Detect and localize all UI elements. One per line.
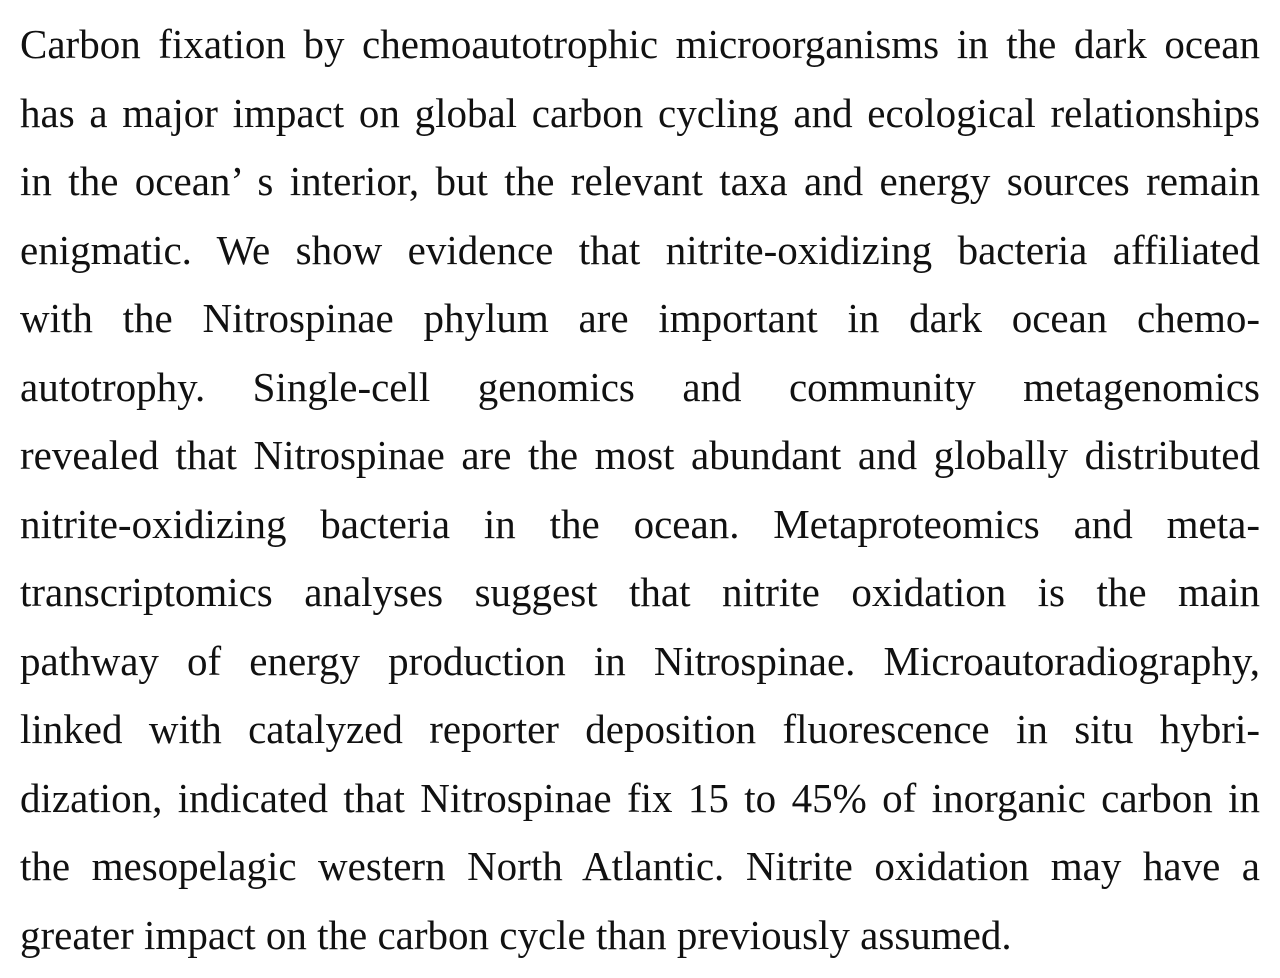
abstract-line: greater impact on the carbon cycle than previously assumed.	[20, 911, 1012, 958]
abstract-paragraph	[20, 10, 1260, 969]
abstract-line: revealed that Nitrospinae are the most abundant and globally distributed	[20, 432, 1260, 478]
abstract-line: dization, indicated that Nitrospinae fix 15 to 45% of inorganic carbon in	[20, 774, 1260, 821]
abstract-line: pathway of energy production in Nitrospinae. Microautoradiography,	[20, 637, 1260, 684]
abstract-line: transcriptomics analyses suggest that nitrite oxidation is the main	[20, 569, 1260, 615]
abstract-line: has a major impact on global carbon cycling and ecological relationships	[20, 89, 1260, 136]
abstract-line: nitrite-oxidizing bacteria in the ocean. Metaproteomics and meta-	[20, 500, 1260, 547]
abstract-line: Carbon fixation by chemoautotrophic microorganisms in the dark ocean	[20, 21, 1260, 67]
abstract-line: linked with catalyzed reporter deposition fluorescence in situ hybri-	[20, 706, 1260, 752]
abstract-line: with the Nitrospinae phylum are important in dark ocean chemo-	[20, 295, 1260, 341]
abstract-line: in the ocean’ s interior, but the relevant taxa and energy sources remain	[20, 158, 1260, 204]
abstract-line: the mesopelagic western North Atlantic. Nitrite oxidation may have a	[20, 843, 1260, 889]
abstract-line: autotrophy. Single-cell genomics and community metagenomics	[20, 363, 1260, 410]
abstract-line: enigmatic. We show evidence that nitrite-oxidizing bacteria affiliated	[20, 226, 1260, 273]
